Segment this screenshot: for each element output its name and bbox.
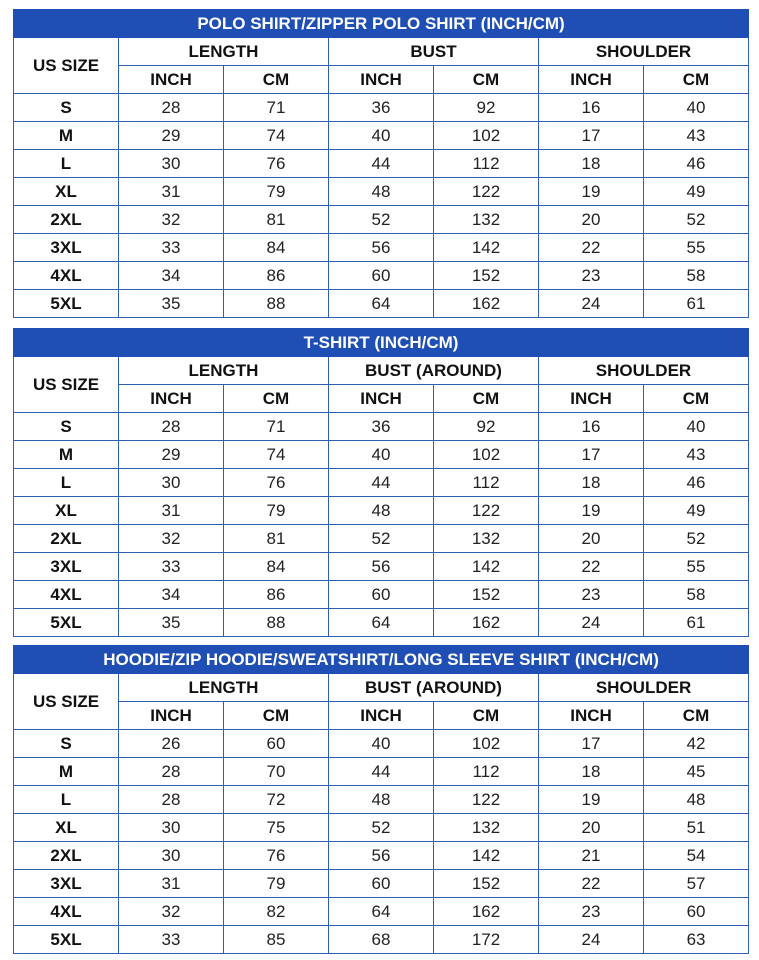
table-row <box>14 262 749 290</box>
measurement-cell: 60 <box>224 730 329 758</box>
measurement-cell: 75 <box>224 814 329 842</box>
measurement-cell: 60 <box>329 581 434 609</box>
measurement-cell: 162 <box>434 609 539 637</box>
measurement-cell: 32 <box>119 525 224 553</box>
measurement-cell: 17 <box>539 730 644 758</box>
measurement-cell: 152 <box>434 870 539 898</box>
measurement-cell: 70 <box>224 758 329 786</box>
unit-header-cm: CM <box>224 66 329 94</box>
measurement-cell: 18 <box>539 150 644 178</box>
measurement-cell: 71 <box>224 413 329 441</box>
table-row <box>14 553 749 581</box>
measurement-cell: 43 <box>644 441 749 469</box>
measurement-cell: 35 <box>119 290 224 318</box>
size-label: XL <box>14 814 119 842</box>
measurement-cell: 92 <box>434 94 539 122</box>
size-table <box>13 9 749 318</box>
measurement-cell: 49 <box>644 497 749 525</box>
measurement-cell: 102 <box>434 730 539 758</box>
measurement-cell: 76 <box>224 150 329 178</box>
measurement-cell: 64 <box>329 898 434 926</box>
measurement-cell: 28 <box>119 758 224 786</box>
unit-header-inch: INCH <box>539 66 644 94</box>
measurement-cell: 19 <box>539 178 644 206</box>
measurement-cell: 60 <box>329 870 434 898</box>
group-header-length: LENGTH <box>119 357 329 385</box>
measurement-cell: 52 <box>329 525 434 553</box>
unit-header-inch: INCH <box>119 702 224 730</box>
measurement-cell: 31 <box>119 178 224 206</box>
unit-header-inch: INCH <box>329 702 434 730</box>
measurement-cell: 30 <box>119 469 224 497</box>
measurement-cell: 29 <box>119 122 224 150</box>
measurement-cell: 122 <box>434 497 539 525</box>
measurement-cell: 52 <box>644 525 749 553</box>
group-header-bust-around: BUST (AROUND) <box>329 674 539 702</box>
measurement-cell: 24 <box>539 290 644 318</box>
measurement-cell: 33 <box>119 234 224 262</box>
measurement-cell: 35 <box>119 609 224 637</box>
table-row <box>14 581 749 609</box>
measurement-cell: 17 <box>539 122 644 150</box>
measurement-cell: 24 <box>539 926 644 954</box>
group-header-bust-around: BUST (AROUND) <box>329 357 539 385</box>
measurement-cell: 162 <box>434 898 539 926</box>
measurement-cell: 60 <box>329 262 434 290</box>
measurement-cell: 21 <box>539 842 644 870</box>
measurement-cell: 142 <box>434 234 539 262</box>
table-row <box>14 290 749 318</box>
unit-header-inch: INCH <box>539 385 644 413</box>
measurement-cell: 58 <box>644 262 749 290</box>
measurement-cell: 44 <box>329 150 434 178</box>
size-table-1 <box>13 9 748 318</box>
measurement-cell: 58 <box>644 581 749 609</box>
measurement-cell: 32 <box>119 206 224 234</box>
measurement-cell: 28 <box>119 413 224 441</box>
measurement-cell: 43 <box>644 122 749 150</box>
measurement-cell: 31 <box>119 497 224 525</box>
size-label: S <box>14 94 119 122</box>
measurement-cell: 34 <box>119 581 224 609</box>
measurement-cell: 102 <box>434 122 539 150</box>
table-title: HOODIE/ZIP HOODIE/SWEATSHIRT/LONG SLEEVE SHIRT (INCH/CM) <box>14 646 749 674</box>
measurement-cell: 86 <box>224 262 329 290</box>
measurement-cell: 28 <box>119 786 224 814</box>
unit-header-cm: CM <box>644 385 749 413</box>
measurement-cell: 56 <box>329 553 434 581</box>
measurement-cell: 56 <box>329 234 434 262</box>
measurement-cell: 31 <box>119 870 224 898</box>
table-row <box>14 814 749 842</box>
measurement-cell: 34 <box>119 262 224 290</box>
unit-header-cm: CM <box>644 66 749 94</box>
measurement-cell: 52 <box>329 206 434 234</box>
unit-header-cm: CM <box>644 702 749 730</box>
size-label: 5XL <box>14 290 119 318</box>
measurement-cell: 36 <box>329 94 434 122</box>
unit-header-cm: CM <box>224 385 329 413</box>
measurement-cell: 18 <box>539 469 644 497</box>
measurement-cell: 79 <box>224 870 329 898</box>
size-label: 3XL <box>14 870 119 898</box>
group-header-shoulder: SHOULDER <box>539 357 749 385</box>
unit-header-cm: CM <box>224 702 329 730</box>
measurement-cell: 40 <box>644 94 749 122</box>
group-header-length: LENGTH <box>119 674 329 702</box>
measurement-cell: 17 <box>539 441 644 469</box>
table-row <box>14 730 749 758</box>
size-table-2 <box>13 328 748 637</box>
size-label: S <box>14 413 119 441</box>
size-label: 3XL <box>14 234 119 262</box>
measurement-cell: 152 <box>434 262 539 290</box>
measurement-cell: 52 <box>644 206 749 234</box>
size-label: 3XL <box>14 553 119 581</box>
measurement-cell: 79 <box>224 497 329 525</box>
measurement-cell: 64 <box>329 609 434 637</box>
size-label: 2XL <box>14 525 119 553</box>
measurement-cell: 112 <box>434 758 539 786</box>
table-row <box>14 926 749 954</box>
size-column-header: US SIZE <box>14 357 119 413</box>
measurement-cell: 74 <box>224 441 329 469</box>
measurement-cell: 82 <box>224 898 329 926</box>
measurement-cell: 48 <box>329 786 434 814</box>
measurement-cell: 81 <box>224 206 329 234</box>
measurement-cell: 61 <box>644 290 749 318</box>
measurement-cell: 61 <box>644 609 749 637</box>
table-row <box>14 441 749 469</box>
measurement-cell: 81 <box>224 525 329 553</box>
measurement-cell: 24 <box>539 609 644 637</box>
size-label: 5XL <box>14 609 119 637</box>
measurement-cell: 30 <box>119 842 224 870</box>
unit-header-inch: INCH <box>329 385 434 413</box>
measurement-cell: 72 <box>224 786 329 814</box>
measurement-cell: 132 <box>434 206 539 234</box>
measurement-cell: 54 <box>644 842 749 870</box>
group-header-shoulder: SHOULDER <box>539 38 749 66</box>
measurement-cell: 172 <box>434 926 539 954</box>
table-row <box>14 842 749 870</box>
size-label: 4XL <box>14 898 119 926</box>
measurement-cell: 55 <box>644 234 749 262</box>
table-row <box>14 413 749 441</box>
unit-header-inch: INCH <box>329 66 434 94</box>
measurement-cell: 122 <box>434 786 539 814</box>
measurement-cell: 40 <box>644 413 749 441</box>
size-label: L <box>14 469 119 497</box>
measurement-cell: 40 <box>329 441 434 469</box>
measurement-cell: 79 <box>224 178 329 206</box>
measurement-cell: 57 <box>644 870 749 898</box>
measurement-cell: 85 <box>224 926 329 954</box>
size-column-header: US SIZE <box>14 674 119 730</box>
measurement-cell: 23 <box>539 262 644 290</box>
measurement-cell: 20 <box>539 206 644 234</box>
table-row <box>14 497 749 525</box>
unit-header-inch: INCH <box>539 702 644 730</box>
size-table-3 <box>13 645 748 954</box>
size-column-header: US SIZE <box>14 38 119 94</box>
unit-header-cm: CM <box>434 66 539 94</box>
group-header-length: LENGTH <box>119 38 329 66</box>
measurement-cell: 33 <box>119 926 224 954</box>
measurement-cell: 29 <box>119 441 224 469</box>
measurement-cell: 71 <box>224 94 329 122</box>
unit-header-inch: INCH <box>119 385 224 413</box>
measurement-cell: 22 <box>539 870 644 898</box>
size-label: 4XL <box>14 581 119 609</box>
measurement-cell: 46 <box>644 150 749 178</box>
measurement-cell: 152 <box>434 581 539 609</box>
table-row <box>14 178 749 206</box>
unit-header-cm: CM <box>434 702 539 730</box>
measurement-cell: 86 <box>224 581 329 609</box>
size-label: S <box>14 730 119 758</box>
size-label: M <box>14 122 119 150</box>
size-label: XL <box>14 178 119 206</box>
measurement-cell: 56 <box>329 842 434 870</box>
measurement-cell: 23 <box>539 581 644 609</box>
measurement-cell: 32 <box>119 898 224 926</box>
size-label: L <box>14 150 119 178</box>
measurement-cell: 42 <box>644 730 749 758</box>
measurement-cell: 26 <box>119 730 224 758</box>
table-row <box>14 609 749 637</box>
table-row <box>14 234 749 262</box>
unit-header-inch: INCH <box>119 66 224 94</box>
size-label: L <box>14 786 119 814</box>
group-header-shoulder: SHOULDER <box>539 674 749 702</box>
measurement-cell: 30 <box>119 814 224 842</box>
size-label: M <box>14 441 119 469</box>
measurement-cell: 122 <box>434 178 539 206</box>
measurement-cell: 48 <box>329 497 434 525</box>
size-label: 2XL <box>14 842 119 870</box>
measurement-cell: 74 <box>224 122 329 150</box>
group-header-bust: BUST <box>329 38 539 66</box>
size-label: M <box>14 758 119 786</box>
measurement-cell: 40 <box>329 122 434 150</box>
measurement-cell: 60 <box>644 898 749 926</box>
measurement-cell: 63 <box>644 926 749 954</box>
measurement-cell: 52 <box>329 814 434 842</box>
table-row <box>14 94 749 122</box>
measurement-cell: 132 <box>434 814 539 842</box>
measurement-cell: 112 <box>434 150 539 178</box>
measurement-cell: 44 <box>329 469 434 497</box>
table-row <box>14 758 749 786</box>
table-row <box>14 122 749 150</box>
table-row <box>14 898 749 926</box>
measurement-cell: 23 <box>539 898 644 926</box>
table-row <box>14 525 749 553</box>
measurement-cell: 45 <box>644 758 749 786</box>
measurement-cell: 84 <box>224 234 329 262</box>
measurement-cell: 68 <box>329 926 434 954</box>
table-title: POLO SHIRT/ZIPPER POLO SHIRT (INCH/CM) <box>14 10 749 38</box>
measurement-cell: 19 <box>539 786 644 814</box>
measurement-cell: 92 <box>434 413 539 441</box>
measurement-cell: 18 <box>539 758 644 786</box>
measurement-cell: 48 <box>644 786 749 814</box>
measurement-cell: 40 <box>329 730 434 758</box>
measurement-cell: 33 <box>119 553 224 581</box>
measurement-cell: 132 <box>434 525 539 553</box>
measurement-cell: 76 <box>224 469 329 497</box>
table-row <box>14 206 749 234</box>
measurement-cell: 48 <box>329 178 434 206</box>
size-label: 4XL <box>14 262 119 290</box>
measurement-cell: 112 <box>434 469 539 497</box>
table-row <box>14 870 749 898</box>
measurement-cell: 88 <box>224 290 329 318</box>
measurement-cell: 88 <box>224 609 329 637</box>
measurement-cell: 16 <box>539 413 644 441</box>
measurement-cell: 64 <box>329 290 434 318</box>
measurement-cell: 142 <box>434 842 539 870</box>
measurement-cell: 84 <box>224 553 329 581</box>
measurement-cell: 44 <box>329 758 434 786</box>
size-table <box>13 645 749 954</box>
measurement-cell: 162 <box>434 290 539 318</box>
measurement-cell: 102 <box>434 441 539 469</box>
measurement-cell: 20 <box>539 814 644 842</box>
measurement-cell: 28 <box>119 94 224 122</box>
measurement-cell: 22 <box>539 553 644 581</box>
size-label: 2XL <box>14 206 119 234</box>
measurement-cell: 19 <box>539 497 644 525</box>
measurement-cell: 76 <box>224 842 329 870</box>
size-label: 5XL <box>14 926 119 954</box>
measurement-cell: 49 <box>644 178 749 206</box>
size-table <box>13 328 749 637</box>
unit-header-cm: CM <box>434 385 539 413</box>
table-title: T-SHIRT (INCH/CM) <box>14 329 749 357</box>
measurement-cell: 16 <box>539 94 644 122</box>
size-label: XL <box>14 497 119 525</box>
measurement-cell: 20 <box>539 525 644 553</box>
measurement-cell: 22 <box>539 234 644 262</box>
measurement-cell: 51 <box>644 814 749 842</box>
measurement-cell: 142 <box>434 553 539 581</box>
table-row <box>14 786 749 814</box>
measurement-cell: 36 <box>329 413 434 441</box>
measurement-cell: 46 <box>644 469 749 497</box>
table-row <box>14 150 749 178</box>
table-row <box>14 469 749 497</box>
measurement-cell: 55 <box>644 553 749 581</box>
measurement-cell: 30 <box>119 150 224 178</box>
